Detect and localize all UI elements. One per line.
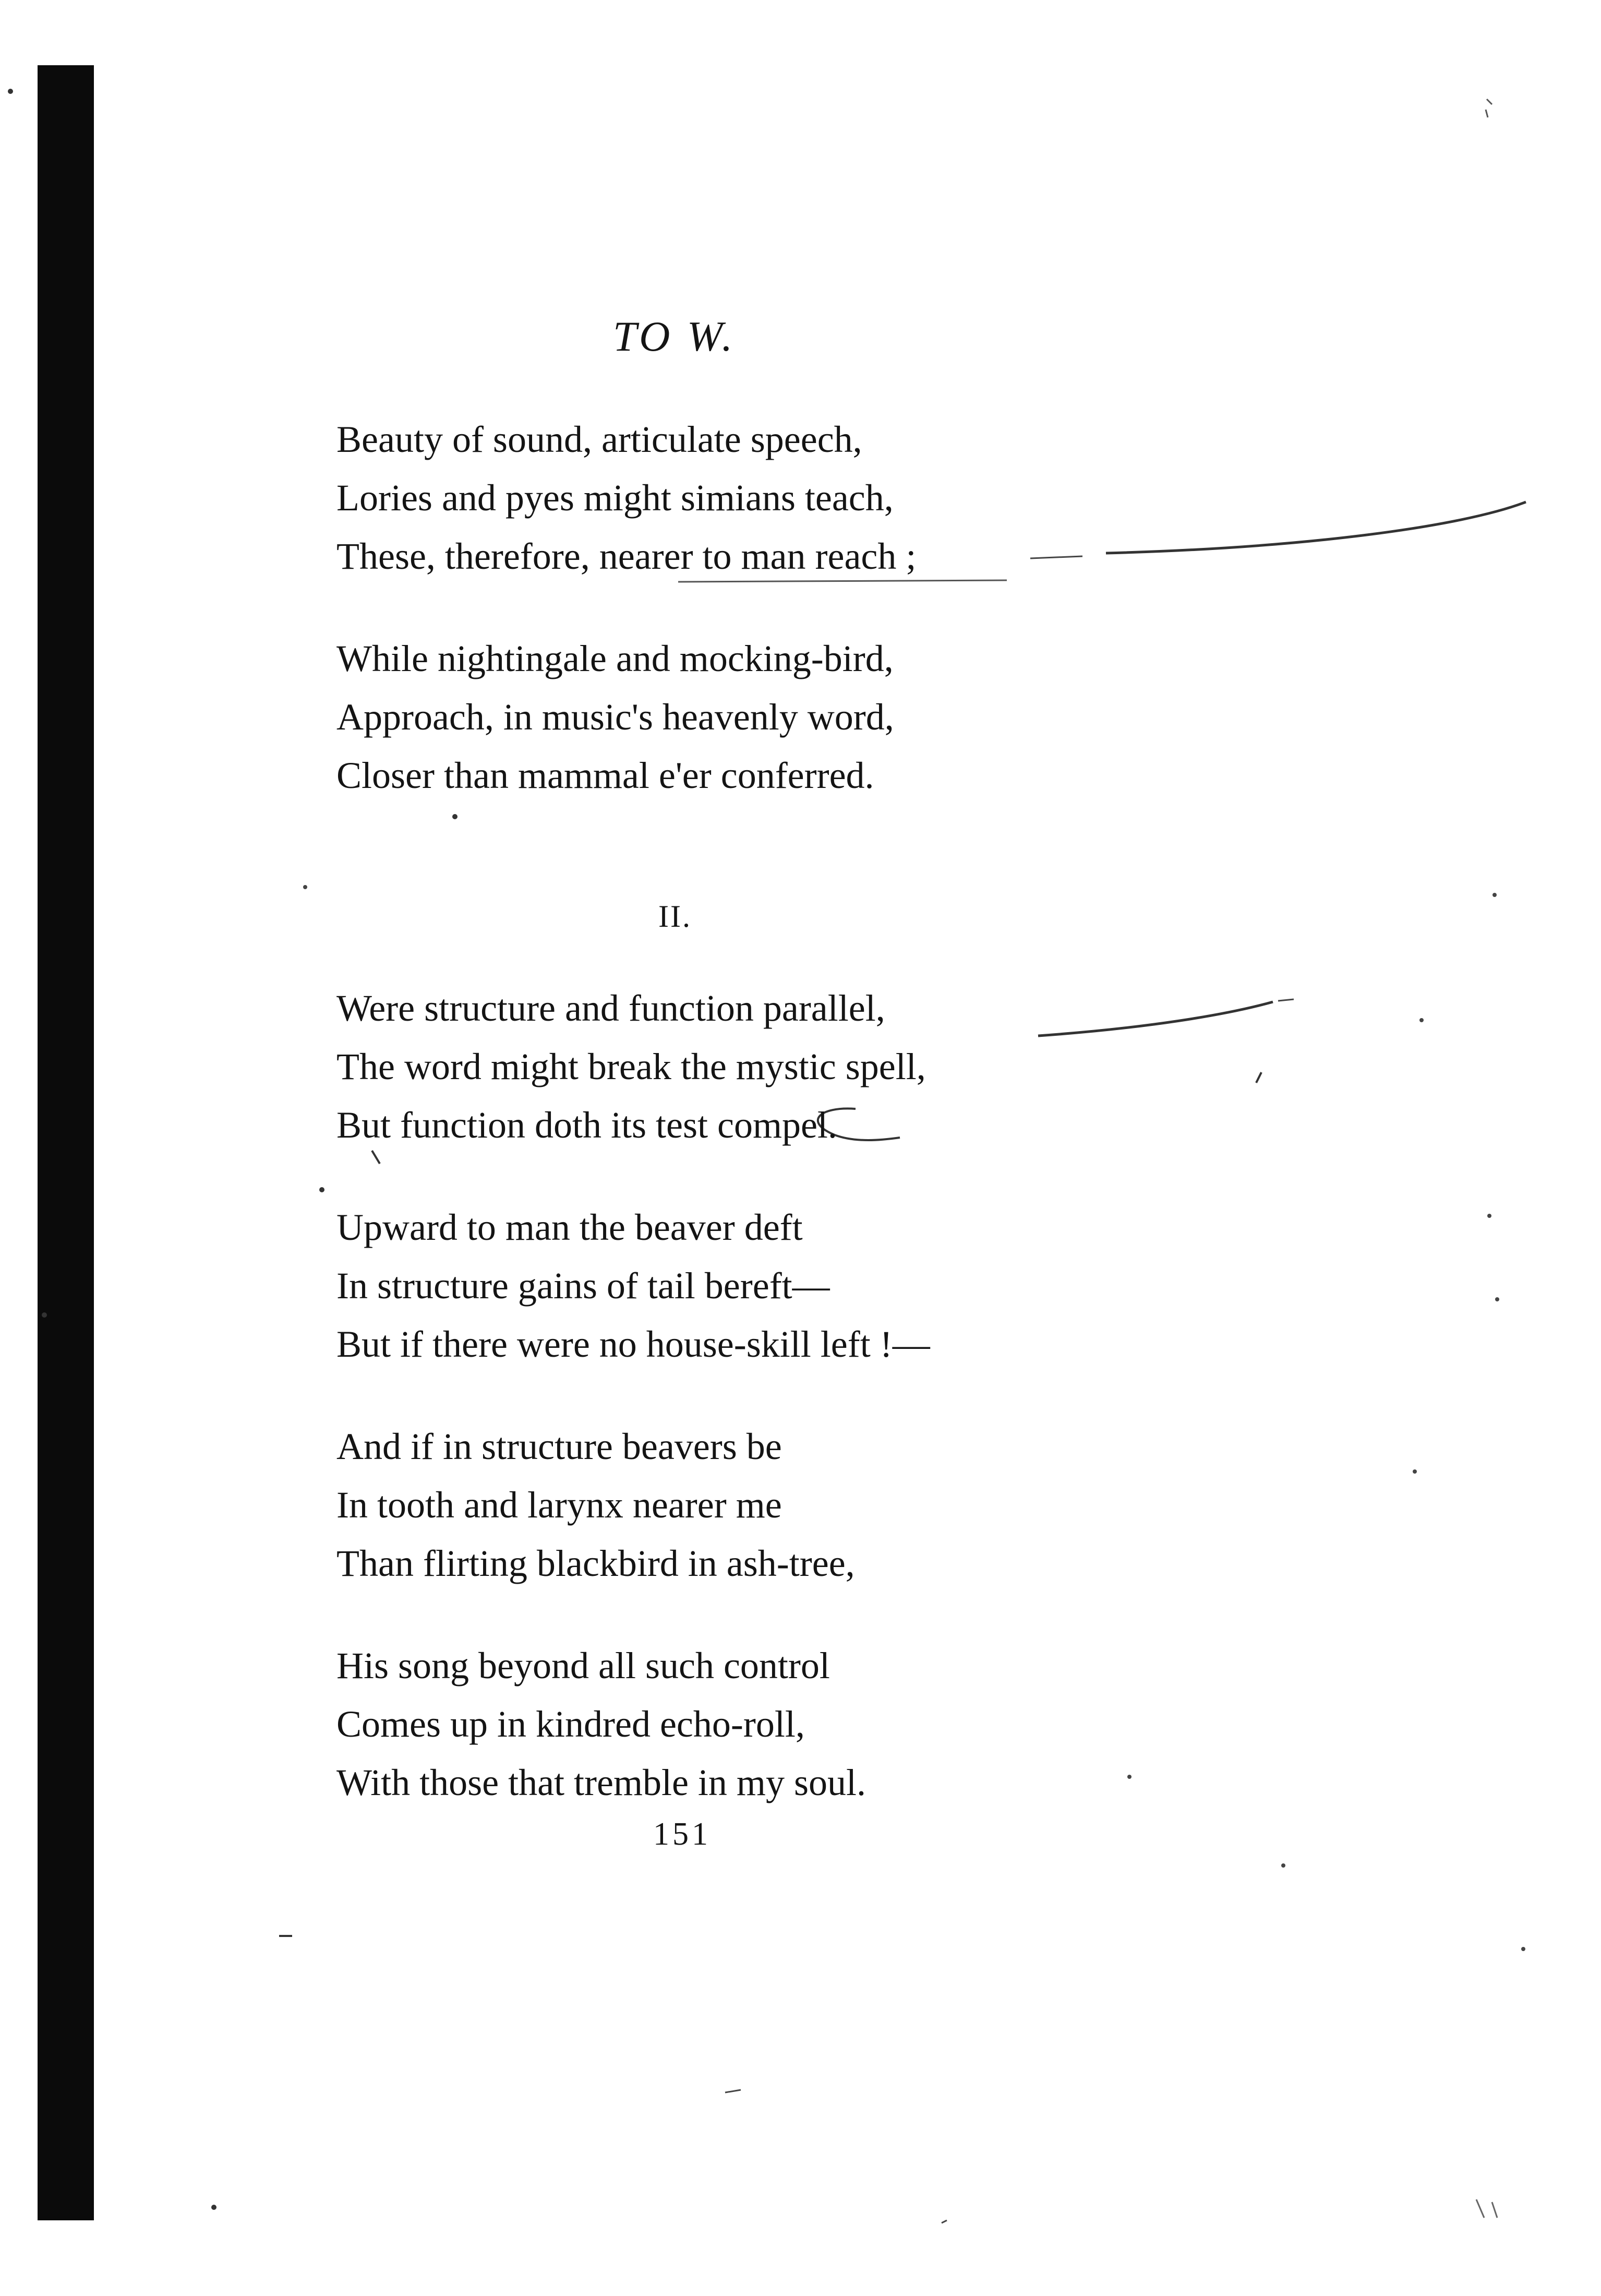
verse-line: In tooth and larynx nearer me (336, 1484, 782, 1526)
speck-dash (1486, 99, 1492, 117)
section-numeral: II. (658, 899, 692, 934)
verse-line: Beauty of sound, articulate speech, (336, 418, 862, 460)
verse-line: But function doth its test compel. (336, 1104, 837, 1146)
verse-line: With those that tremble in my soul. (336, 1762, 866, 1803)
speck (1521, 1947, 1525, 1951)
pencil-tick (1256, 1072, 1261, 1083)
stanza (336, 629, 894, 805)
speck (1492, 893, 1497, 897)
speck-dash (725, 2090, 741, 2092)
stanza (336, 979, 926, 1154)
verse-line: And if in structure beavers be (336, 1426, 782, 1467)
speck (211, 2205, 216, 2210)
speck (452, 814, 458, 819)
speck (303, 885, 307, 889)
speck (1419, 1018, 1424, 1022)
speck (1127, 1775, 1131, 1779)
verse-line: The word might break the mystic spell, (336, 1046, 926, 1087)
verse-line: Lories and pyes might simians teach, (336, 477, 894, 519)
verse-line: His song beyond all such control (336, 1645, 830, 1687)
stanza (336, 1636, 866, 1812)
speck (8, 89, 13, 94)
verse-line: In structure gains of tail bereft— (336, 1265, 830, 1307)
page-number: 151 (653, 1816, 711, 1852)
stanza (336, 1417, 855, 1593)
verse-line: These, therefore, nearer to man reach ; (336, 535, 917, 577)
stanza (336, 410, 916, 585)
pencil-stroke-upper (1106, 502, 1526, 553)
speck-dash (942, 2220, 947, 2223)
speck (1495, 1297, 1499, 1301)
speck-dash (1476, 2199, 1497, 2218)
verse-line: While nightingale and mocking-bird, (336, 638, 894, 679)
verse-line: Than flirting blackbird in ash-tree, (336, 1542, 855, 1584)
verse-line: Were structure and function parallel, (336, 987, 885, 1029)
verse-line: Comes up in kindred echo-roll, (336, 1703, 805, 1745)
speck (1413, 1469, 1417, 1474)
speck (319, 1187, 324, 1192)
pencil-stroke-middle (1038, 1002, 1273, 1036)
binding-edge (38, 65, 94, 2220)
verse-line: Closer than mammal e'er conferred. (336, 755, 874, 796)
verse-line: Approach, in music's heavenly word, (336, 696, 894, 738)
pencil-stroke-upper-dash (1030, 556, 1082, 558)
poem-title: TO W. (613, 313, 736, 360)
stanza (336, 1198, 930, 1373)
speck (1281, 1863, 1285, 1868)
verse-line: But if there were no house-skill left !— (336, 1323, 930, 1365)
speck (1487, 1214, 1491, 1218)
pencil-stroke-middle-dash (1278, 999, 1294, 1001)
verse-line: Upward to man the beaver deft (336, 1206, 803, 1248)
